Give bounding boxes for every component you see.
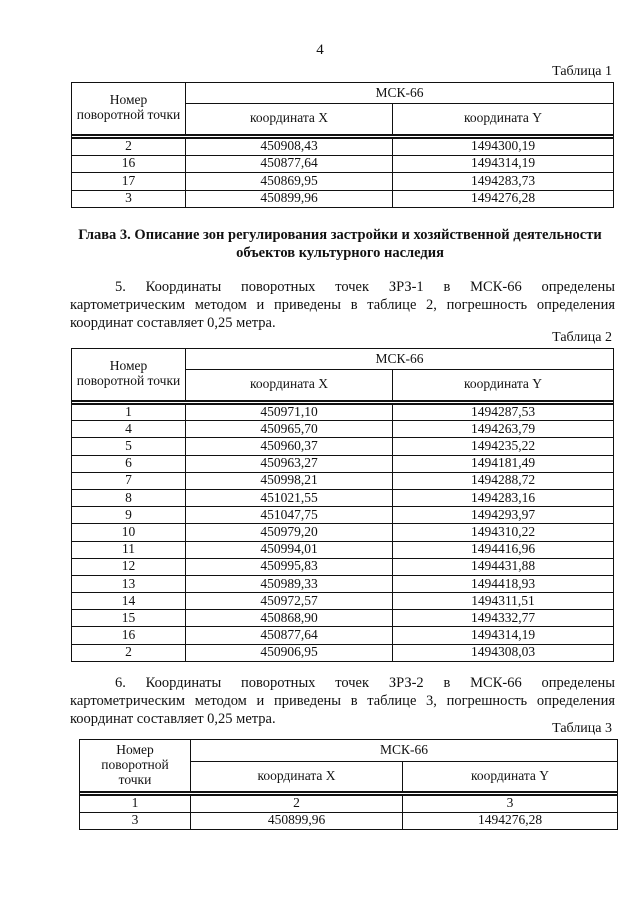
cell-point-number: 13 bbox=[72, 575, 186, 592]
cell-coordinate-y: 1494287,53 bbox=[393, 404, 614, 421]
table-1-caption: Таблица 1 bbox=[552, 64, 612, 79]
cell-coordinate-y: 1494181,49 bbox=[393, 455, 614, 472]
table-row bbox=[72, 438, 614, 455]
table-row bbox=[80, 812, 618, 830]
cell-point-number: 6 bbox=[72, 455, 186, 472]
table-row bbox=[72, 404, 614, 421]
cell-point-number: 1 bbox=[80, 795, 191, 813]
cell-coordinate-y: 1494311,51 bbox=[393, 593, 614, 610]
table-row bbox=[72, 173, 614, 191]
cell-coordinate-x: 450963,27 bbox=[186, 455, 393, 472]
cell-coordinate-x: 450989,33 bbox=[186, 575, 393, 592]
cell-point-number: 9 bbox=[72, 507, 186, 524]
cell-coordinate-y: 1494276,28 bbox=[403, 812, 618, 830]
table-3-header-group: МСК-66 bbox=[191, 740, 618, 762]
cell-coordinate-x: 450965,70 bbox=[186, 421, 393, 438]
cell-coordinate-x: 450995,83 bbox=[186, 558, 393, 575]
table-3-header-num: Номер поворотной точки bbox=[80, 740, 191, 792]
cell-coordinate-x: 450868,90 bbox=[186, 610, 393, 627]
cell-point-number: 10 bbox=[72, 524, 186, 541]
cell-coordinate-y: 1494431,88 bbox=[393, 558, 614, 575]
table-row bbox=[72, 421, 614, 438]
cell-coordinate-x: 450899,96 bbox=[191, 812, 403, 830]
table-2-header-num: Номер поворотной точки bbox=[72, 349, 186, 401]
table-2 bbox=[71, 348, 614, 662]
cell-point-number: 12 bbox=[72, 558, 186, 575]
cell-coordinate-y: 1494308,03 bbox=[393, 644, 614, 661]
table-row bbox=[72, 190, 614, 208]
table-2-caption: Таблица 2 bbox=[552, 330, 612, 345]
cell-coordinate-y: 1494314,19 bbox=[393, 627, 614, 644]
table-row bbox=[80, 795, 618, 813]
cell-coordinate-y: 1494293,97 bbox=[393, 507, 614, 524]
cell-point-number: 3 bbox=[72, 190, 186, 208]
table-2-header-y: координата Y bbox=[393, 370, 614, 401]
table-3 bbox=[79, 739, 618, 830]
table-row bbox=[72, 455, 614, 472]
cell-coordinate-y: 1494310,22 bbox=[393, 524, 614, 541]
cell-coordinate-y: 1494332,77 bbox=[393, 610, 614, 627]
cell-point-number: 8 bbox=[72, 489, 186, 506]
cell-coordinate-y: 1494283,73 bbox=[393, 173, 614, 191]
cell-point-number: 1 bbox=[72, 404, 186, 421]
cell-point-number: 17 bbox=[72, 173, 186, 191]
cell-coordinate-x: 450971,10 bbox=[186, 404, 393, 421]
page-number: 4 bbox=[316, 42, 324, 58]
cell-coordinate-x: 450979,20 bbox=[186, 524, 393, 541]
cell-coordinate-y: 1494314,19 bbox=[393, 155, 614, 173]
table-row bbox=[72, 575, 614, 592]
cell-coordinate-x: 450960,37 bbox=[186, 438, 393, 455]
cell-point-number: 4 bbox=[72, 421, 186, 438]
paragraph-6: 6. Координаты поворотных точек ЗРЗ-2 в МСК-66 определены картометрическим методом и приведены в таблице 3, погрешность определения координат составляет 0,25 метра. bbox=[70, 675, 615, 727]
table-row bbox=[72, 558, 614, 575]
cell-coordinate-y: 1494276,28 bbox=[393, 190, 614, 208]
cell-point-number: 16 bbox=[72, 627, 186, 644]
table-3-caption: Таблица 3 bbox=[552, 721, 612, 736]
cell-point-number: 16 bbox=[72, 155, 186, 173]
cell-point-number: 14 bbox=[72, 593, 186, 610]
table-1-header-y: координата Y bbox=[393, 104, 614, 135]
table-row bbox=[72, 610, 614, 627]
cell-coordinate-y: 1494288,72 bbox=[393, 472, 614, 489]
cell-point-number: 11 bbox=[72, 541, 186, 558]
cell-point-number: 5 bbox=[72, 438, 186, 455]
table-row bbox=[72, 155, 614, 173]
table-3-header-y: координата Y bbox=[403, 762, 618, 792]
cell-coordinate-x: 451047,75 bbox=[186, 507, 393, 524]
cell-coordinate-x: 450972,57 bbox=[186, 593, 393, 610]
table-row bbox=[72, 507, 614, 524]
paragraph-5: 5. Координаты поворотных точек ЗРЗ-1 в МСК-66 определены картометрическим методом и приведены в таблице 2, погрешность определения координат составляет 0,25 метра. bbox=[70, 279, 615, 331]
table-1 bbox=[71, 82, 614, 208]
table-row bbox=[72, 627, 614, 644]
table-2-header-group: МСК-66 bbox=[186, 349, 614, 370]
cell-coordinate-y: 1494416,96 bbox=[393, 541, 614, 558]
table-row bbox=[72, 472, 614, 489]
table-1-header-num: Номер поворотной точки bbox=[72, 83, 186, 135]
table-2-header-x: координата X bbox=[186, 370, 393, 401]
cell-coordinate-x: 450877,64 bbox=[186, 155, 393, 173]
cell-coordinate-x: 450998,21 bbox=[186, 472, 393, 489]
table-row bbox=[72, 541, 614, 558]
cell-coordinate-x: 450899,96 bbox=[186, 190, 393, 208]
cell-coordinate-x: 2 bbox=[191, 795, 403, 813]
table-row bbox=[72, 593, 614, 610]
cell-point-number: 2 bbox=[72, 138, 186, 156]
cell-coordinate-x: 450908,43 bbox=[186, 138, 393, 156]
table-row bbox=[72, 138, 614, 156]
cell-coordinate-x: 450869,95 bbox=[186, 173, 393, 191]
cell-coordinate-x: 450994,01 bbox=[186, 541, 393, 558]
cell-coordinate-x: 450877,64 bbox=[186, 627, 393, 644]
cell-coordinate-x: 451021,55 bbox=[186, 489, 393, 506]
cell-point-number: 2 bbox=[72, 644, 186, 661]
cell-coordinate-y: 1494300,19 bbox=[393, 138, 614, 156]
cell-coordinate-y: 1494235,22 bbox=[393, 438, 614, 455]
table-1-header-group: МСК-66 bbox=[186, 83, 614, 104]
cell-coordinate-y: 1494263,79 bbox=[393, 421, 614, 438]
table-1-header-x: координата X bbox=[186, 104, 393, 135]
cell-coordinate-y: 1494283,16 bbox=[393, 489, 614, 506]
table-row bbox=[72, 524, 614, 541]
cell-coordinate-y: 3 bbox=[403, 795, 618, 813]
table-row bbox=[72, 489, 614, 506]
table-row bbox=[72, 644, 614, 661]
cell-coordinate-y: 1494418,93 bbox=[393, 575, 614, 592]
cell-point-number: 7 bbox=[72, 472, 186, 489]
table-3-header-x: координата X bbox=[191, 762, 403, 792]
chapter-heading: Глава 3. Описание зон регулирования застройки и хозяйственной деятельности объектов культурного наследия bbox=[78, 227, 602, 261]
cell-point-number: 3 bbox=[80, 812, 191, 830]
cell-point-number: 15 bbox=[72, 610, 186, 627]
cell-coordinate-x: 450906,95 bbox=[186, 644, 393, 661]
